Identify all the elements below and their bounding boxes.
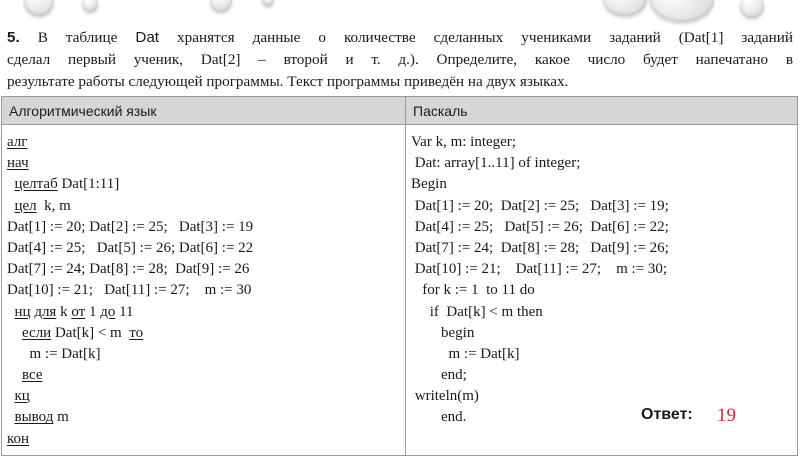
code-line: end; xyxy=(411,367,467,384)
code-keyword: все xyxy=(22,367,43,384)
task-text: результате работы следующей программы. Текст программы приведён на двух языках. xyxy=(7,73,569,90)
code-keyword: целтаб xyxy=(14,176,58,193)
header-algorithmic-language: Алгоритмический язык xyxy=(2,97,406,125)
code-text: k, m xyxy=(36,197,71,214)
code-line: begin xyxy=(411,324,475,341)
code-keyword: кон xyxy=(7,430,30,447)
code-text: 11 xyxy=(115,303,134,320)
code-line: Begin xyxy=(411,176,447,193)
water-drop xyxy=(603,0,647,16)
code-line: Var k, m: integer; xyxy=(411,134,516,150)
answer-label: Ответ: xyxy=(641,406,693,423)
code-line: Dat[10] := 21; Dat[11] := 27; m := 30 xyxy=(7,282,252,299)
task-text: хранятся данные о количестве сделанных учениками заданий (Dat[1] заданий xyxy=(177,29,794,46)
code-line: Dat[1] := 20; Dat[2] := 25; Dat[3] := 19 xyxy=(7,218,254,235)
code-line: Dat[4] := 25; Dat[5] := 26; Dat[6] := 22; xyxy=(411,218,669,235)
water-drop xyxy=(262,0,274,6)
code-text: 1 xyxy=(85,303,101,320)
code-line: if Dat[k] < m then xyxy=(411,303,543,320)
task-statement-line-2 xyxy=(7,49,793,71)
code-keyword: алг xyxy=(7,134,28,150)
task-array-name: Dat xyxy=(135,29,160,46)
code-line: Dat[1] := 20; Dat[2] := 25; Dat[3] := 19; xyxy=(411,197,669,214)
program-table xyxy=(1,96,798,456)
code-line: m := Dat[k] xyxy=(411,345,520,362)
water-drop xyxy=(740,0,764,18)
code-keyword: для xyxy=(34,303,57,320)
code-keyword: если xyxy=(22,324,52,341)
task-statement-line-1 xyxy=(7,27,793,49)
algorithmic-code-cell xyxy=(2,125,406,456)
answer-value: 19 xyxy=(717,405,736,426)
header-pascal: Паскаль xyxy=(406,97,798,125)
pascal-code-cell xyxy=(406,125,798,456)
task-statement-line-3 xyxy=(7,71,793,93)
code-text: k xyxy=(56,303,72,320)
code-keyword: нач xyxy=(7,155,29,172)
code-text: Dat[k] < m xyxy=(51,324,130,341)
code-keyword: до xyxy=(100,303,116,320)
code-line: writeln(m) xyxy=(411,388,479,405)
code-line: Dat[10] := 21; Dat[11] := 27; m := 30; xyxy=(411,261,668,278)
water-drop xyxy=(650,0,714,22)
pascal-code xyxy=(406,125,797,429)
code-keyword: кц xyxy=(14,388,30,405)
task-text: сделал первый ученик, Dat[2] – второй и т. д.). Определите, какое число будет напечатано в xyxy=(7,51,793,68)
code-line: Dat[4] := 25; Dat[5] := 26; Dat[6] := 22 xyxy=(7,239,254,256)
code-keyword: вывод xyxy=(14,409,54,426)
water-drop xyxy=(210,0,232,12)
code-keyword: то xyxy=(129,324,144,341)
code-line: end. xyxy=(411,409,467,426)
code-keyword: от xyxy=(71,303,86,320)
algorithmic-code xyxy=(2,125,405,450)
code-line: for k := 1 to 11 do xyxy=(411,282,535,299)
code-text: m xyxy=(53,409,69,426)
code-text: m := Dat[k] xyxy=(29,345,101,362)
water-drop xyxy=(24,0,54,16)
code-line: Dat[7] := 24; Dat[8] := 28; Dat[9] := 26 xyxy=(7,261,250,278)
code-line: Dat[7] := 24; Dat[8] := 28; Dat[9] := 26; xyxy=(411,239,669,256)
water-drops-decoration xyxy=(0,0,800,30)
water-drop xyxy=(82,0,98,12)
code-text: Dat[1:11] xyxy=(57,176,120,193)
code-keyword: цел xyxy=(14,197,37,214)
task-number: 5. xyxy=(7,29,20,46)
code-line: Dat: array[1..11] of integer; xyxy=(411,155,581,172)
task-text: В таблице xyxy=(37,29,118,46)
code-keyword: нц xyxy=(14,303,31,320)
